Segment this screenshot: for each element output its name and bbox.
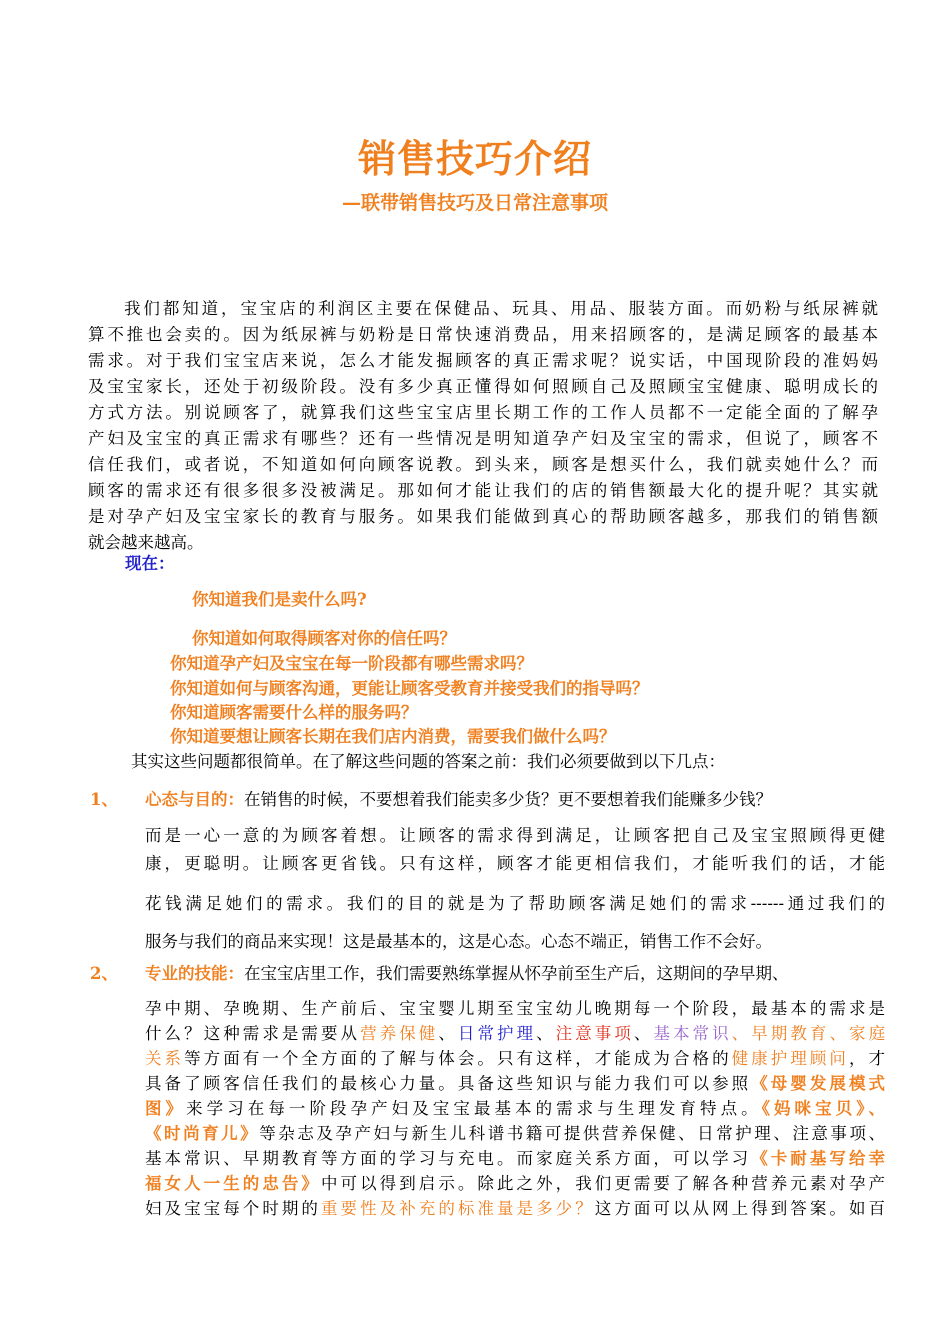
point-1-body — [145, 822, 885, 956]
text-run: 妇及宝宝每个时期的 — [145, 1199, 321, 1218]
magazine-title: 《妈咪宝贝》、 — [761, 1099, 886, 1118]
question-item: 你知道如何与顾客沟通，更能让顾客受教育并接受我们的指导吗？ — [170, 679, 649, 698]
text-run: 等杂志及孕产妇与新生儿科谱书籍可提供营养保健、日常护理、注意事项、 — [259, 1124, 886, 1143]
text-run: 中可以得到启示。除此之外，我们更需要了解各种营养元素对孕产 — [321, 1174, 886, 1193]
highlight-daily-care: 日常护理 — [457, 1024, 537, 1043]
text-run: 什么？这种需求是需要从 — [145, 1024, 361, 1043]
point-2-line — [145, 1096, 885, 1121]
now-label: 现在： — [125, 554, 175, 573]
point-2-line: 孕中期、孕晚期、生产前后、宝宝婴儿期至宝宝幼儿晚期每一个阶段，最基本的需求是 — [145, 999, 885, 1018]
intro-line: 算不推也会卖的。因为纸尿裤与奶粉是日常快速消费品，用来招顾客的，是满足顾客的最基本 — [88, 325, 878, 344]
intro-line: 及宝宝家长，还处于初级阶段。没有多少真正懂得如何照顾自己及照顾宝宝健康、聪明成长的 — [88, 377, 878, 396]
text-run: 来学习在每一阶段孕产妇及宝宝最基本的需求与生理发育特点。 — [186, 1099, 762, 1118]
point-1-text: 在销售的时候，不要想着我们能卖多少货？更不要想着我们能赚多少钱？ — [244, 790, 772, 809]
text-run: 等方面有一个全方面的了解与体会。只有这样，才能成为合格的 — [184, 1049, 732, 1068]
book-title: 图》 — [145, 1099, 187, 1118]
point-1-line: 花钱满足她们的需求。我们的目的就是为了帮助顾客满足她们的需求------通过我们的 — [145, 894, 885, 913]
intro-line: 就会越来越高。 — [88, 533, 204, 552]
intro-line: 方式方法。别说顾客了，就算我们这些宝宝店里长期工作的工作人员都不一定能全面的了解孕 — [88, 403, 878, 422]
text-run: 具备了顾客信任我们的最核心力量。具备这些知识与能力我们可以参照 — [145, 1074, 752, 1093]
intro-line: 产妇及宝宝的真正需求有哪些？还有一些情况是明知道孕产妇及宝宝的需求，但说了，顾客不 — [88, 429, 878, 448]
lead-in-text: 其实这些问题都很简单。在了解这些问题的答案之前：我们必须要做到以下几点： — [131, 752, 725, 771]
point-1-number: 1、 — [90, 790, 118, 809]
highlight-health-advisor: 健康护理顾问 — [731, 1049, 849, 1068]
book-title: 《母婴发展模式 — [751, 1074, 886, 1093]
point-2-number: 2、 — [90, 964, 118, 983]
highlight-standard-amount: 重要性及补充的标准量是多少？ — [321, 1199, 595, 1218]
text-run: 、 — [731, 1024, 752, 1043]
intro-paragraph — [88, 296, 878, 556]
book-title: 《卡耐基写给幸 — [751, 1149, 886, 1168]
point-2-line — [145, 1021, 885, 1046]
highlight-family: 家庭 — [849, 1024, 886, 1043]
point-2-heading: 专业的技能： — [145, 964, 244, 983]
point-2-line — [145, 1196, 885, 1221]
text-run: 、 — [536, 1024, 556, 1043]
point-1-line: 而是一心一意的为顾客着想。让顾客的需求得到满足，让顾客把自己及宝宝照顾得更健 — [145, 826, 885, 845]
point-1-first-line — [145, 786, 772, 810]
point-2-line — [145, 1146, 885, 1171]
highlight-nutrition: 营养保健 — [360, 1024, 439, 1043]
intro-line: 信任我们，或者说，不知道如何向顾客说教。到头来，顾客是想买什么，我们就卖她什么？而 — [88, 455, 878, 474]
point-1-heading: 心态与目的： — [145, 790, 244, 809]
text-run: 、 — [829, 1024, 850, 1043]
point-1-line: 康，更聪明。让顾客更省钱。只有这样，顾客才能更相信我们，才能听我们的话，才能 — [145, 854, 885, 873]
intro-line: 是对孕产妇及宝宝家长的教育与服务。如果我们能做到真心的帮助顾客越多，那我们的销售额 — [88, 507, 878, 526]
highlight-precautions: 注意事项 — [555, 1024, 634, 1043]
text-run: ，才 — [848, 1049, 886, 1068]
highlight-basic-knowledge: 基本常识 — [653, 1024, 732, 1043]
question-item: 你知道顾客需要什么样的服务吗？ — [170, 703, 418, 722]
point-1-line: 服务与我们的商品来实现！这是最基本的，这是心态。心态不端正，销售工作不会好。 — [145, 932, 772, 951]
intro-line: 顾客的需求还有很多很多没被满足。那如何才能让我们的店的销售额最大化的提升呢？其实就 — [88, 481, 878, 500]
highlight-relations: 关系 — [145, 1049, 185, 1068]
point-2-first-line — [145, 960, 789, 984]
point-2-line — [145, 1046, 885, 1071]
text-run: 、 — [633, 1024, 654, 1043]
question-item: 你知道孕产妇及宝宝在每一阶段都有哪些需求吗？ — [170, 654, 533, 673]
point-2-line — [145, 1071, 885, 1096]
text-run: 这方面可以从网上得到答案。如百 — [594, 1199, 886, 1218]
intro-line: 需求。对于我们宝宝店来说，怎么才能发掘顾客的真正需求呢？说实话，中国现阶段的准妈妈 — [88, 351, 878, 370]
text-run: 基本常识、早期教育等方面的学习与充电。而家庭关系方面，可以学习 — [145, 1149, 752, 1168]
intro-line: 我们都知道，宝宝店的利润区主要在保健品、玩具、用品、服装方面。而奶粉与纸尿裤就 — [124, 299, 878, 318]
magazine-title: 《时尚育儿》 — [145, 1124, 260, 1143]
question-item: 你知道如何取得顾客对你的信任吗？ — [192, 629, 456, 648]
book-title: 福女人一生的忠告》 — [145, 1174, 321, 1193]
text-run: 、 — [438, 1024, 458, 1043]
point-2-text: 在宝宝店里工作，我们需要熟练掌握从怀孕前至生产后，这期间的孕早期、 — [244, 964, 789, 983]
highlight-early-education: 早期教育 — [751, 1024, 830, 1043]
question-item: 你知道我们是卖什么吗? — [192, 590, 367, 609]
document-title: 销售技巧介绍 — [357, 136, 592, 181]
point-2-line — [145, 1171, 885, 1196]
point-2-body — [145, 996, 885, 1221]
point-2-line — [145, 1121, 885, 1146]
document-subtitle: —联带销售技巧及日常注意事项 — [341, 192, 608, 214]
question-item: 你知道要想让顾客长期在我们店内消费，需要我们做什么吗？ — [170, 727, 616, 746]
